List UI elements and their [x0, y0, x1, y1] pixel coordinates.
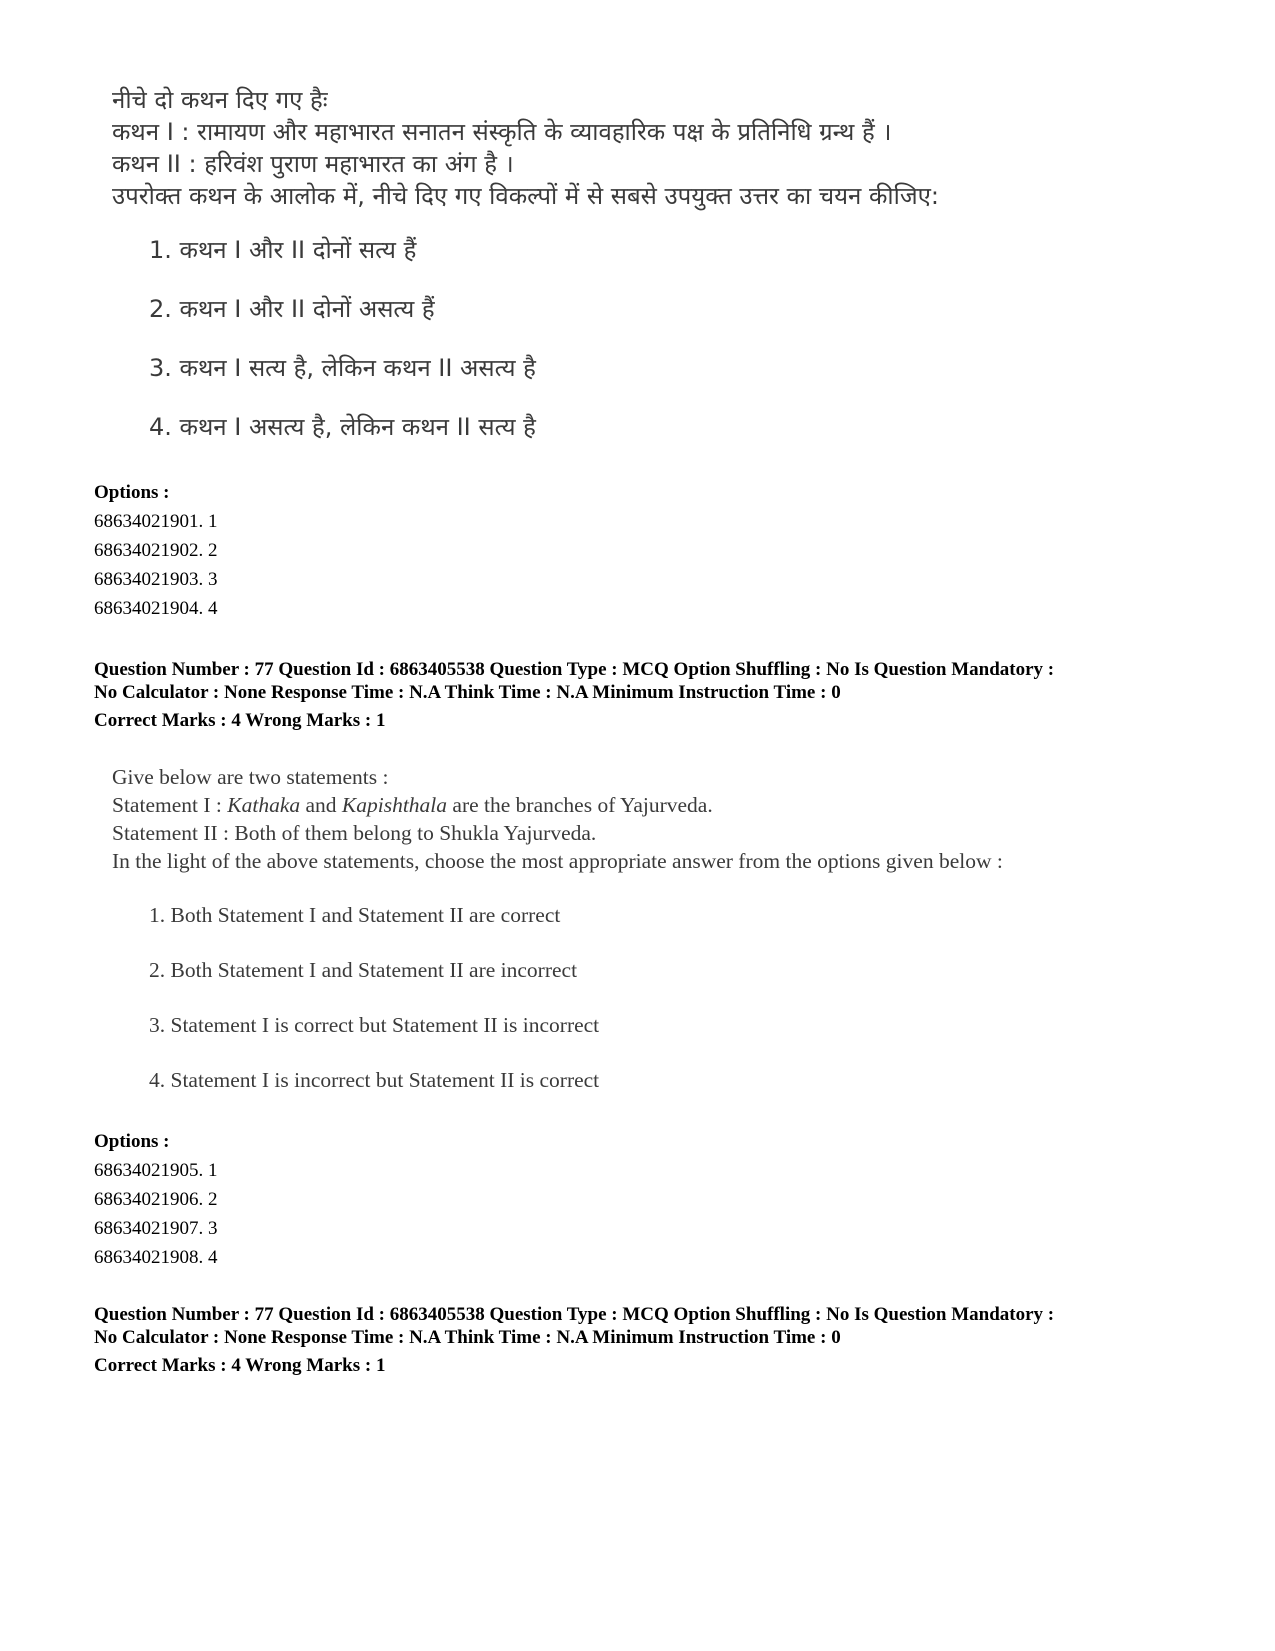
- english-intro-line: Give below are two statements :: [112, 765, 389, 789]
- options-block-1: [94, 478, 218, 623]
- question-meta-line-2: No Calculator : None Response Time : N.A Think Time : N.A Minimum Instruction Time : 0: [94, 1327, 841, 1348]
- question-marks: Correct Marks : 4 Wrong Marks : 1: [94, 710, 386, 731]
- english-statement-1: [112, 791, 1132, 819]
- options-heading: Options :: [94, 1131, 170, 1152]
- option-item: 68634021907. 3: [94, 1218, 218, 1239]
- english-choice-2: 2. Both Statement I and Statement II are incorrect: [149, 958, 578, 982]
- hindi-choice-list: [149, 234, 1132, 470]
- question-meta-line-1: Question Number : 77 Question Id : 6863405538 Question Type : MCQ Option Shuffling : No Is Question Mandatory :: [94, 659, 1055, 680]
- statement-1-suffix: are the branches of Yajurveda.: [447, 793, 713, 817]
- question-meta-1: [94, 658, 1244, 733]
- english-question-image: [112, 763, 1132, 1121]
- question-meta-line-2: No Calculator : None Response Time : N.A Think Time : N.A Minimum Instruction Time : 0: [94, 682, 841, 703]
- option-item: 68634021904. 4: [94, 598, 218, 619]
- english-choice-4: 4. Statement I is incorrect but Statement II is correct: [149, 1068, 600, 1092]
- english-instruction: In the light of the above statements, choose the most appropriate answer from the options given below :: [112, 849, 1003, 873]
- hindi-intro-line: नीचे दो कथन दिए गए हैः: [112, 86, 328, 114]
- term-kapishthala: Kapishthala: [341, 793, 448, 817]
- english-statement-2: Statement II : Both of them belong to Shukla Yajurveda.: [112, 821, 597, 845]
- question-meta-line-1: Question Number : 77 Question Id : 6863405538 Question Type : MCQ Option Shuffling : No Is Question Mandatory :: [94, 1304, 1055, 1325]
- option-item: 68634021902. 2: [94, 540, 218, 561]
- hindi-choice-4: 4. कथन I असत्य है, लेकिन कथन II सत्य है: [149, 413, 536, 441]
- question-meta-2: [94, 1303, 1244, 1378]
- term-kathaka: Kathaka: [227, 793, 301, 817]
- statement-1-prefix: Statement I :: [112, 793, 228, 817]
- hindi-statement-2: कथन II : हरिवंश पुराण महाभारत का अंग है ।: [112, 150, 514, 178]
- statement-1-mid: and: [300, 793, 342, 817]
- hindi-question-image: [112, 84, 1132, 470]
- hindi-choice-3: 3. कथन I सत्य है, लेकिन कथन II असत्य है: [149, 354, 536, 382]
- english-choice-3: 3. Statement I is correct but Statement II is incorrect: [149, 1013, 600, 1037]
- options-heading: Options :: [94, 482, 170, 503]
- hindi-instruction: उपरोक्त कथन के आलोक में, नीचे दिए गए विकल्पों में से सबसे उपयुक्त उत्तर का चयन कीजिए:: [112, 182, 939, 210]
- option-item: 68634021903. 3: [94, 569, 218, 590]
- english-choice-list: [149, 901, 1132, 1121]
- question-marks: Correct Marks : 4 Wrong Marks : 1: [94, 1355, 386, 1376]
- option-item: 68634021905. 1: [94, 1160, 218, 1181]
- hindi-choice-2: 2. कथन I और II दोनों असत्य हैं: [149, 295, 435, 323]
- options-block-2: [94, 1127, 218, 1272]
- hindi-statement-1: कथन I : रामायण और महाभारत सनातन संस्कृति के व्यावहारिक पक्ष के प्रतिनिधि ग्रन्थ हैं ।: [112, 118, 892, 146]
- option-item: 68634021908. 4: [94, 1247, 218, 1268]
- option-item: 68634021906. 2: [94, 1189, 218, 1210]
- english-choice-1: 1. Both Statement I and Statement II are correct: [149, 903, 561, 927]
- hindi-choice-1: 1. कथन I और II दोनों सत्य हैं: [149, 236, 417, 264]
- option-item: 68634021901. 1: [94, 511, 218, 532]
